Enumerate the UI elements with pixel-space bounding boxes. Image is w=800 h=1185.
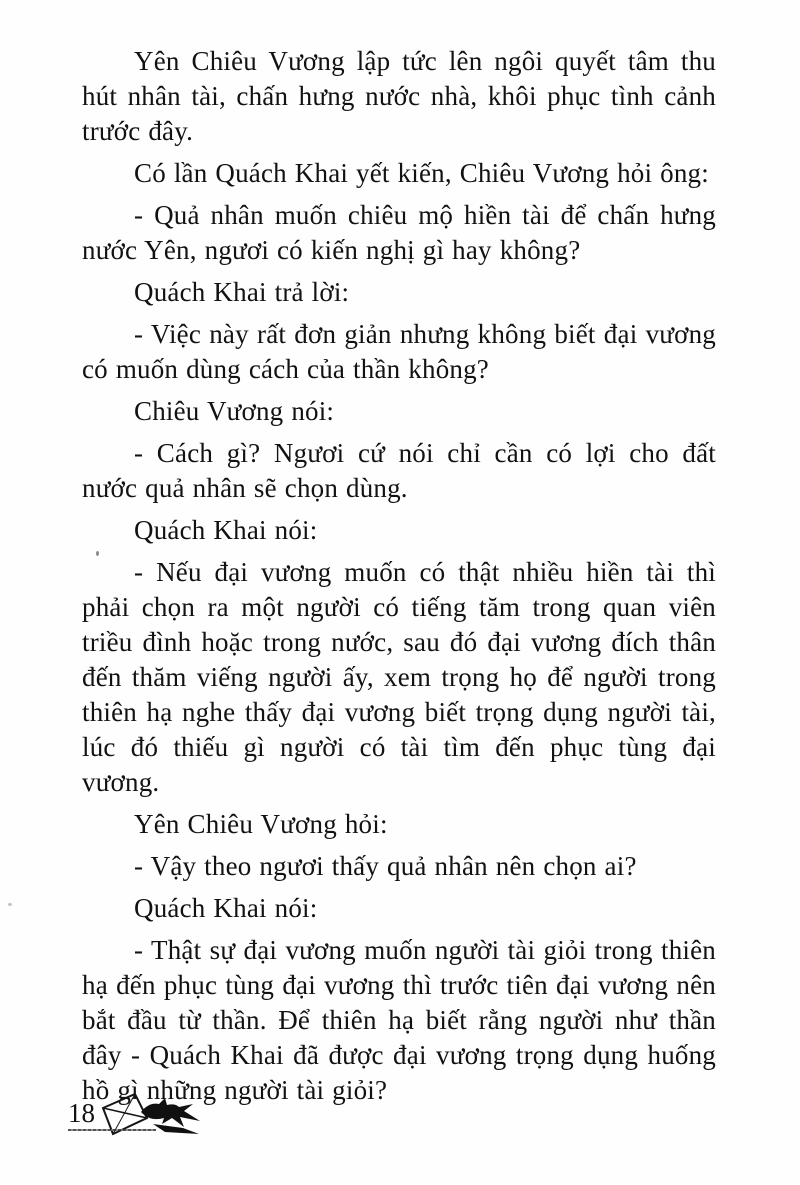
scan-speck: [96, 551, 99, 556]
paragraph: Yên Chiêu Vương hỏi:: [134, 809, 388, 839]
paragraph-dialogue: - Quả nhân muốn chiêu mộ hiền tài để chấn hưng nước Yên, ngươi có kiến nghị gì hay không?: [82, 200, 716, 265]
scan-speck: [8, 903, 12, 906]
paragraph-dialogue: - Cách gì? Ngươi cứ nói chỉ cần có lợi cho đất nước quả nhân sẽ chọn dùng.: [82, 438, 716, 503]
paragraph: Quách Khai nói:: [134, 515, 318, 545]
paragraph-dialogue: - Việc này rất đơn giản nhưng không biết đại vương có muốn dùng cách của thần không?: [82, 319, 716, 384]
paragraph-dialogue: - Nếu đại vương muốn có thật nhiều hiền tài thì phải chọn ra một người có tiếng tăm trong quan viên triều đình hoặc trong nước, sau đó đại vương đích thân đến thăm viếng người ấy, xem trọng họ để người trong thiên hạ nghe thấy đại vương biết trọng dụng người tài, lúc đó thiếu gì người có tài tìm đến phục tùng đại vương.: [82, 557, 716, 797]
paragraph-dialogue: - Thật sự đại vương muốn người tài giỏi trong thiên hạ đến phục tùng đại vương thì trước tiên đại vương nên bắt đầu từ thần. Để thiên hạ biết rằng người như thần đây - Quách Khai đã được đại vương trọng dụng huống hồ gì những người tài giỏi?: [82, 935, 716, 1105]
page-footer: [68, 1098, 211, 1147]
paragraph-dialogue: - Vậy theo ngươi thấy quả nhân nên chọn ai?: [134, 851, 637, 881]
footer-underline: [68, 1129, 156, 1131]
paragraph: Quách Khai nói:: [134, 893, 318, 923]
paragraph: Yên Chiêu Vương lập tức lên ngôi quyết tâm thu hút nhân tài, chấn hưng nước nhà, khôi phục tình cảnh trước đây.: [82, 46, 716, 146]
page-text-block: [82, 44, 716, 1115]
paragraph: Chiêu Vương nói:: [134, 396, 335, 426]
paragraph: Quách Khai trả lời:: [134, 277, 350, 307]
page-number: 18: [68, 1098, 95, 1128]
flying-bird-sketch-ornament-icon: [91, 1090, 211, 1147]
paragraph: Có lần Quách Khai yết kiến, Chiêu Vương hỏi ông:: [134, 158, 709, 188]
